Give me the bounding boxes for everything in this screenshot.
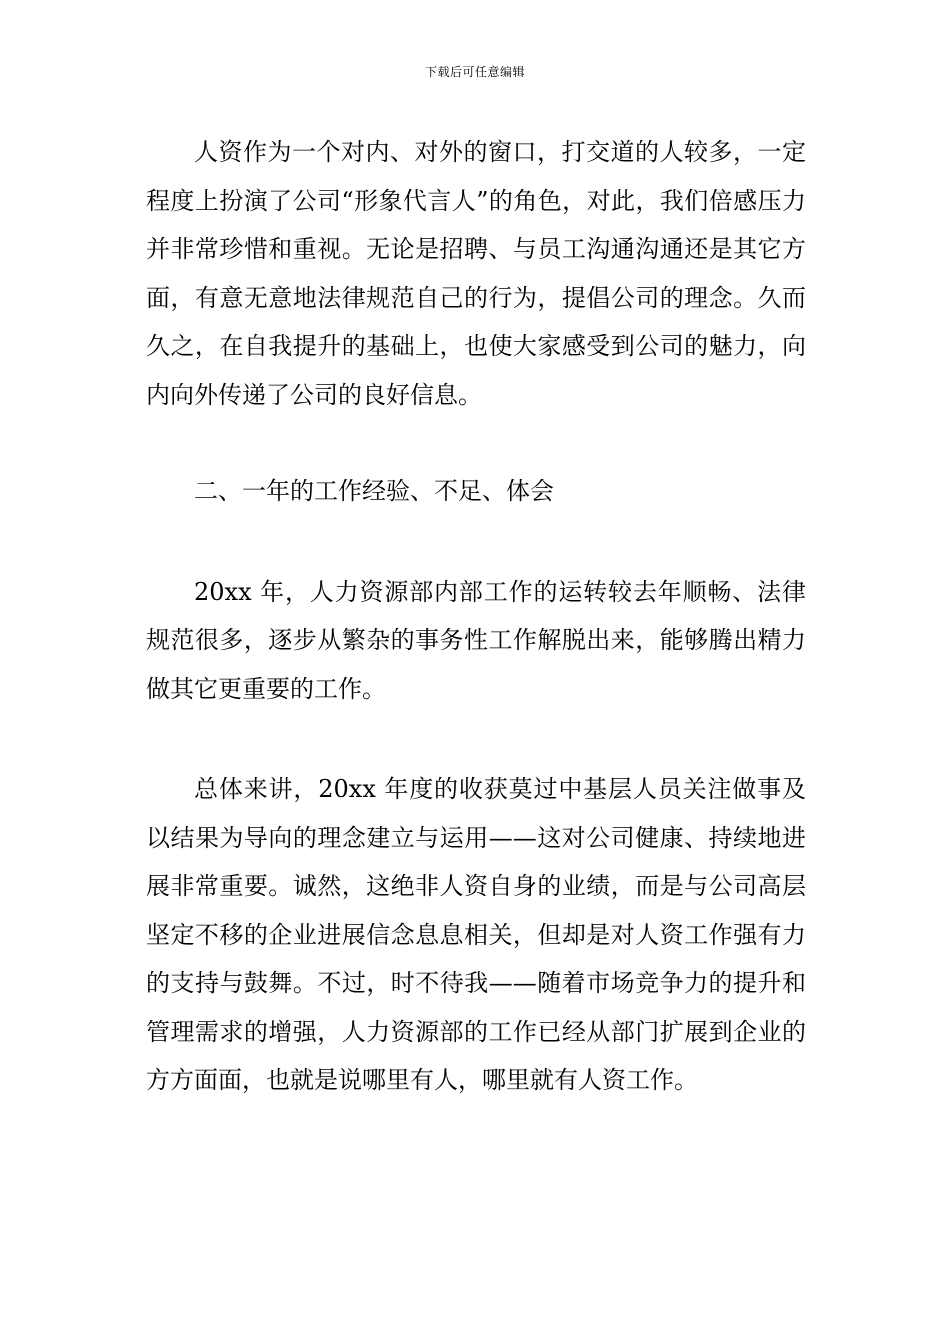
paragraph-spacer <box>146 713 806 765</box>
paragraph-hr-window-role: 人资作为一个对内、对外的窗口，打交道的人较多，一定程度上扮演了公司“形象代言人”的角色，对此，我们倍感压力并非常珍惜和重视。无论是招聘、与员工沟通沟通还是其它方面，有意无意地法律规范自己的行为，提倡公司的理念。久而久之，在自我提升的基础上，也使大家感受到公司的魅力，向内向外传递了公司的良好信息。 <box>146 138 806 409</box>
document-body <box>146 128 806 1105</box>
section-heading-experience: 二、一年的工作经验、不足、体会 <box>194 477 554 505</box>
paragraph-spacer <box>146 516 806 568</box>
paragraph-annual-summary: 总体来讲，20xx 年度的收获莫过中基层人员关注做事及以结果为导向的理念建立与运用——这对公司健康、持续地进展非常重要。诚然，这绝非人资自身的业绩，而是与公司高层坚定不移的企业进展信念息息相关，但却是对人资工作强有力的支持与鼓舞。不过，时不待我——随着市场竞争力的提升和管理需求的增强，人力资源部的工作已经从部门扩展到企业的方方面面，也就是说哪里有人，哪里就有人资工作。 <box>146 775 806 1094</box>
paragraph-spacer <box>146 419 806 467</box>
page-header-note: 下载后可任意编辑 <box>424 65 525 79</box>
paragraph-hr-operations: 20xx 年，人力资源部内部工作的运转较去年顺畅、法律规范很多，逐步从繁杂的事务性工作解脱出来，能够腾出精力做其它更重要的工作。 <box>146 577 806 703</box>
